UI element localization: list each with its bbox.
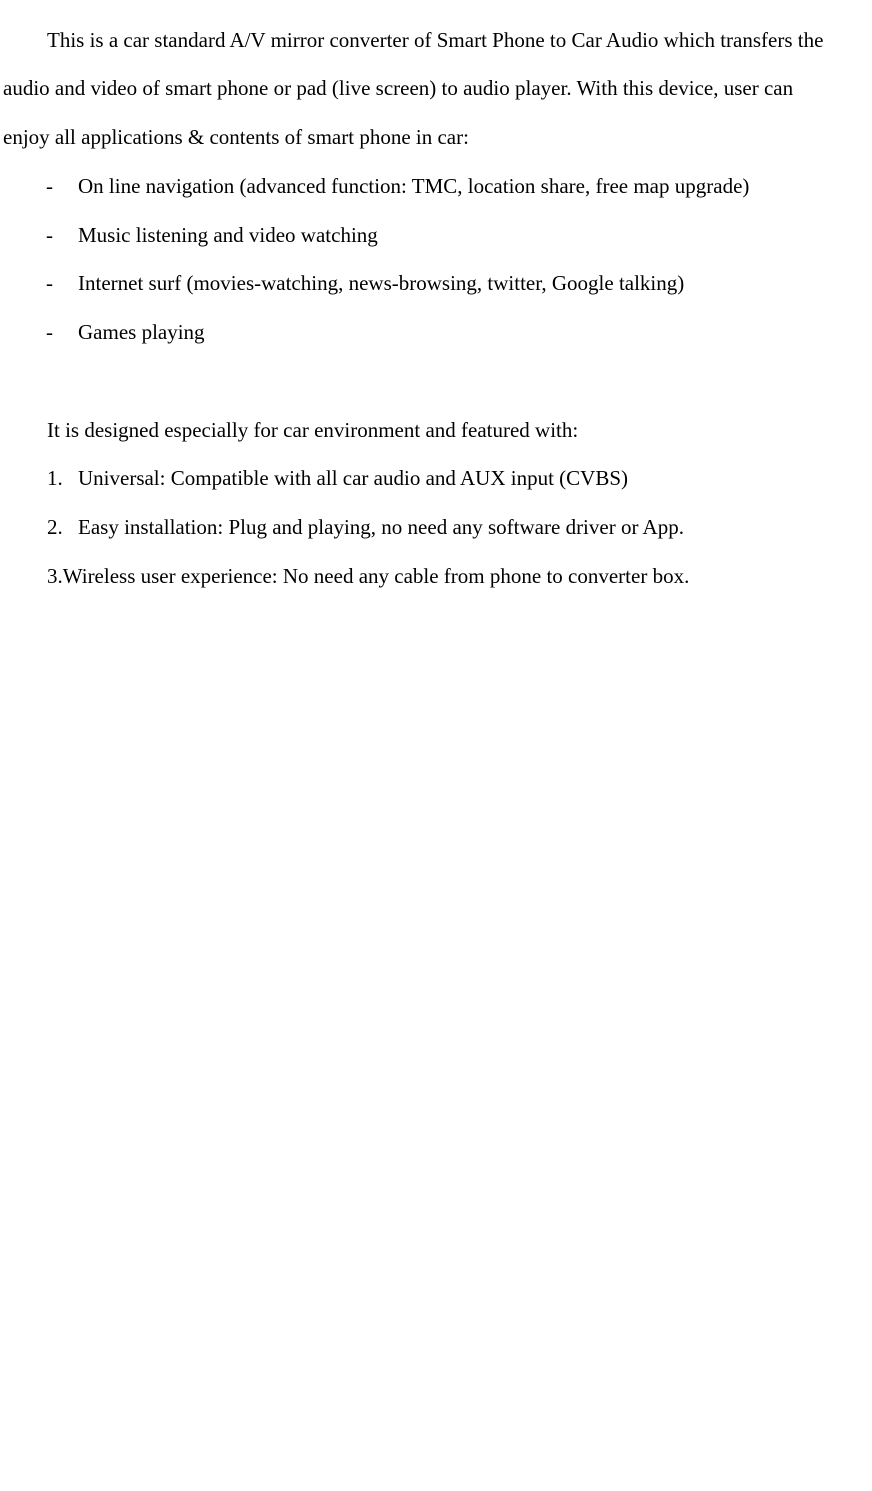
feature-text: Easy installation: Plug and playing, no need any software driver or App. (78, 515, 684, 539)
features-intro: It is designed especially for car environment and featured with: (47, 418, 579, 442)
bullet-marker: - (46, 320, 53, 344)
intro-line-2: audio and video of smart phone or pad (live screen) to audio player. With this device, user can (3, 76, 794, 100)
feature-text: Universal: Compatible with all car audio and AUX input (CVBS) (78, 466, 628, 490)
bullet-text: Games playing (78, 320, 205, 344)
intro-line-3: enjoy all applications & contents of smart phone in car: (3, 125, 469, 149)
bullet-marker: - (46, 271, 53, 295)
bullet-text: On line navigation (advanced function: TMC, location share, free map upgrade) (78, 174, 750, 198)
feature-text: 3.Wireless user experience: No need any cable from phone to converter box. (47, 564, 690, 588)
feature-number: 2. (47, 515, 63, 539)
bullet-marker: - (46, 223, 53, 247)
intro-line-1: This is a car standard A/V mirror converter of Smart Phone to Car Audio which transfers the (47, 28, 824, 52)
bullet-marker: - (46, 174, 53, 198)
feature-number: 1. (47, 466, 63, 490)
bullet-text: Internet surf (movies-watching, news-browsing, twitter, Google talking) (78, 271, 685, 295)
bullet-text: Music listening and video watching (78, 223, 378, 247)
